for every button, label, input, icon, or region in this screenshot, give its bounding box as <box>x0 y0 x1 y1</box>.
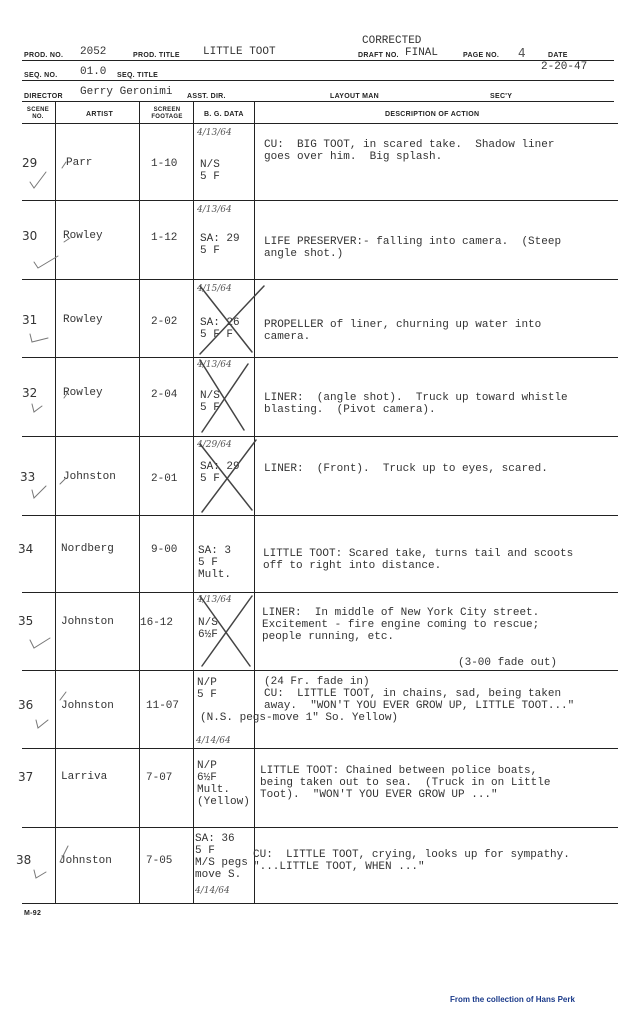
cross-out-stroke <box>200 596 250 666</box>
prod-no-value: 2052 <box>80 46 107 58</box>
artist-name: Johnston <box>59 855 112 867</box>
cross-out-stroke <box>200 444 252 510</box>
date-value: 2-20-47 <box>541 61 588 73</box>
screen-footage: 11-07 <box>146 700 180 712</box>
artist-name: Rowley <box>63 230 103 242</box>
bg-date: 4/29/64 <box>197 440 232 450</box>
bg-date: 4/13/64 <box>197 360 232 370</box>
cross-out-stroke <box>200 286 252 352</box>
col-scene-heading: SCENE NO. <box>26 107 50 120</box>
prod-title-label: PROD. TITLE <box>133 52 180 59</box>
director-label: DIRECTOR <box>24 93 63 100</box>
col-artist-heading: ARTIST <box>86 111 114 118</box>
screen-footage: 2-02 <box>151 316 178 328</box>
secy-label: SEC'Y <box>490 93 513 100</box>
screen-footage: 7-05 <box>146 855 173 867</box>
bg-data: SA: 36 5 F M/S pegs move S. <box>195 833 248 881</box>
artist-name: Nordberg <box>61 543 114 555</box>
scene-number: 31 <box>22 313 38 327</box>
seq-title-label: SEQ. TITLE <box>117 72 159 79</box>
col-footage-heading: SCREEN FOOTAGE <box>151 107 183 120</box>
artist-name: Parr <box>66 157 93 169</box>
bg-data: SA: 26 5 F F <box>200 317 240 341</box>
bg-data: SA: 29 5 F <box>200 233 240 257</box>
artist-name: Johnston <box>61 616 114 628</box>
tick-icon <box>60 478 66 484</box>
bg-data: SA: 3 5 F Mult. <box>198 545 232 581</box>
check-mark-icon <box>34 870 46 878</box>
scene-number: 32 <box>22 386 38 400</box>
artist-name: Johnston <box>63 471 116 483</box>
prod-title-value: LITTLE TOOT <box>203 46 276 58</box>
scene-number: 36 <box>18 698 34 712</box>
scene-number: 34 <box>18 542 34 556</box>
action-description: LINER: (Front). Truck up to eyes, scared. <box>264 463 548 475</box>
scene-number: 29 <box>22 156 38 170</box>
screen-footage: 2-04 <box>151 389 178 401</box>
screen-footage: 1-12 <box>151 232 178 244</box>
bg-data: N/S 6½F <box>198 617 218 641</box>
bg-data: N/P 5 F <box>197 677 217 701</box>
bg-data: N/S 5 F <box>200 159 220 183</box>
action-description: LINER: (angle shot). Truck up toward whistle blasting. (Pivot camera). <box>264 392 568 416</box>
screen-footage: 2-01 <box>151 473 178 485</box>
col-desc-heading: DESCRIPTION OF ACTION <box>385 111 480 118</box>
screen-footage: 1-10 <box>151 158 178 170</box>
scene-number: 30 <box>22 229 38 243</box>
draft-status: CORRECTED <box>362 35 422 47</box>
screen-footage: 9-00 <box>151 544 178 556</box>
bg-data: N/P 6½F Mult. (Yellow) <box>197 760 250 808</box>
action-description: CU: LITTLE TOOT, crying, looks up for sympathy. "...LITTLE TOOT, WHEN ..." <box>253 849 570 873</box>
cross-out-stroke <box>200 360 244 430</box>
check-mark-icon <box>36 720 48 728</box>
artist-name: Rowley <box>63 314 103 326</box>
draft-no-value: FINAL <box>405 47 439 59</box>
collection-credit: From the collection of Hans Perk <box>450 995 575 1004</box>
check-mark-icon <box>30 172 46 188</box>
layout-man-label: LAYOUT MAN <box>330 93 380 100</box>
artist-name: Larriva <box>61 771 108 783</box>
scene-number: 33 <box>20 470 36 484</box>
prod-no-label: PROD. NO. <box>24 52 64 59</box>
check-mark-icon <box>34 256 58 268</box>
check-mark-icon <box>30 334 48 342</box>
bg-date: 4/14/64 <box>195 886 230 896</box>
peg-note: (N.S. pegs-move 1" So. Yellow) <box>200 712 399 724</box>
bg-date: 4/13/64 <box>197 205 232 215</box>
fade-note: (3-00 fade out) <box>458 657 558 669</box>
tick-icon <box>60 692 66 700</box>
tick-icon <box>64 238 70 242</box>
page-no-label: PAGE NO. <box>463 52 500 59</box>
check-mark-icon <box>30 638 50 648</box>
bg-date: 4/13/64 <box>197 595 232 605</box>
tick-icon <box>64 392 68 398</box>
asst-dir-label: ASST. DIR. <box>187 93 226 100</box>
artist-name: Johnston <box>61 700 114 712</box>
draft-no-label: DRAFT NO. <box>358 52 399 59</box>
scene-number: 37 <box>18 770 34 784</box>
action-description: LITTLE TOOT: Scared take, turns tail and scoots off to right into distance. <box>263 548 574 572</box>
bg-date: 4/13/64 <box>197 128 232 138</box>
scene-number: 35 <box>18 614 34 628</box>
action-description: LINER: In middle of New York City street. Excitement - fire engine coming to rescue; people running, etc. <box>262 607 540 643</box>
tick-icon <box>60 846 68 862</box>
check-mark-icon <box>32 404 42 412</box>
seq-no-value: 01.0 <box>80 66 107 78</box>
action-description: LIFE PRESERVER:- falling into camera. (Steep angle shot.) <box>264 236 562 260</box>
form-code: M-92 <box>24 910 42 917</box>
action-description: CU: BIG TOOT, in scared take. Shadow liner goes over him. Big splash. <box>264 139 555 163</box>
cross-out-stroke <box>200 286 264 354</box>
page-no-value: 4 <box>518 46 526 60</box>
bg-date: 4/15/64 <box>197 284 232 294</box>
cross-out-stroke <box>202 440 256 512</box>
tick-icon <box>62 162 66 168</box>
director-value: Gerry Geronimi <box>80 86 173 98</box>
check-mark-icon <box>32 486 46 498</box>
seq-no-label: SEQ. NO. <box>24 72 58 79</box>
bg-data: N/S 5 F <box>200 390 220 414</box>
date-label: DATE <box>548 52 568 59</box>
action-description: (24 Fr. fade in) CU: LITTLE TOOT, in chains, sad, being taken away. "WON'T YOU EVER GROW UP, LITTLE TOOT..." <box>264 676 575 712</box>
col-bg-heading: B. G. DATA <box>204 111 244 118</box>
cross-out-stroke <box>202 596 252 666</box>
action-description: PROPELLER of liner, churning up water into camera. <box>264 319 542 343</box>
scene-number: 38 <box>16 853 32 867</box>
artist-name: Rowley <box>63 387 103 399</box>
screen-footage: 7-07 <box>146 772 173 784</box>
bg-date: 4/14/64 <box>196 736 231 746</box>
action-description: LITTLE TOOT: Chained between police boats, being taken out to sea. (Truck in on Little Toot). "WON'T YOU EVER GROW UP ..." <box>260 765 551 801</box>
screen-footage: 16-12 <box>140 617 174 629</box>
bg-data: SA: 29 5 F <box>200 461 240 485</box>
